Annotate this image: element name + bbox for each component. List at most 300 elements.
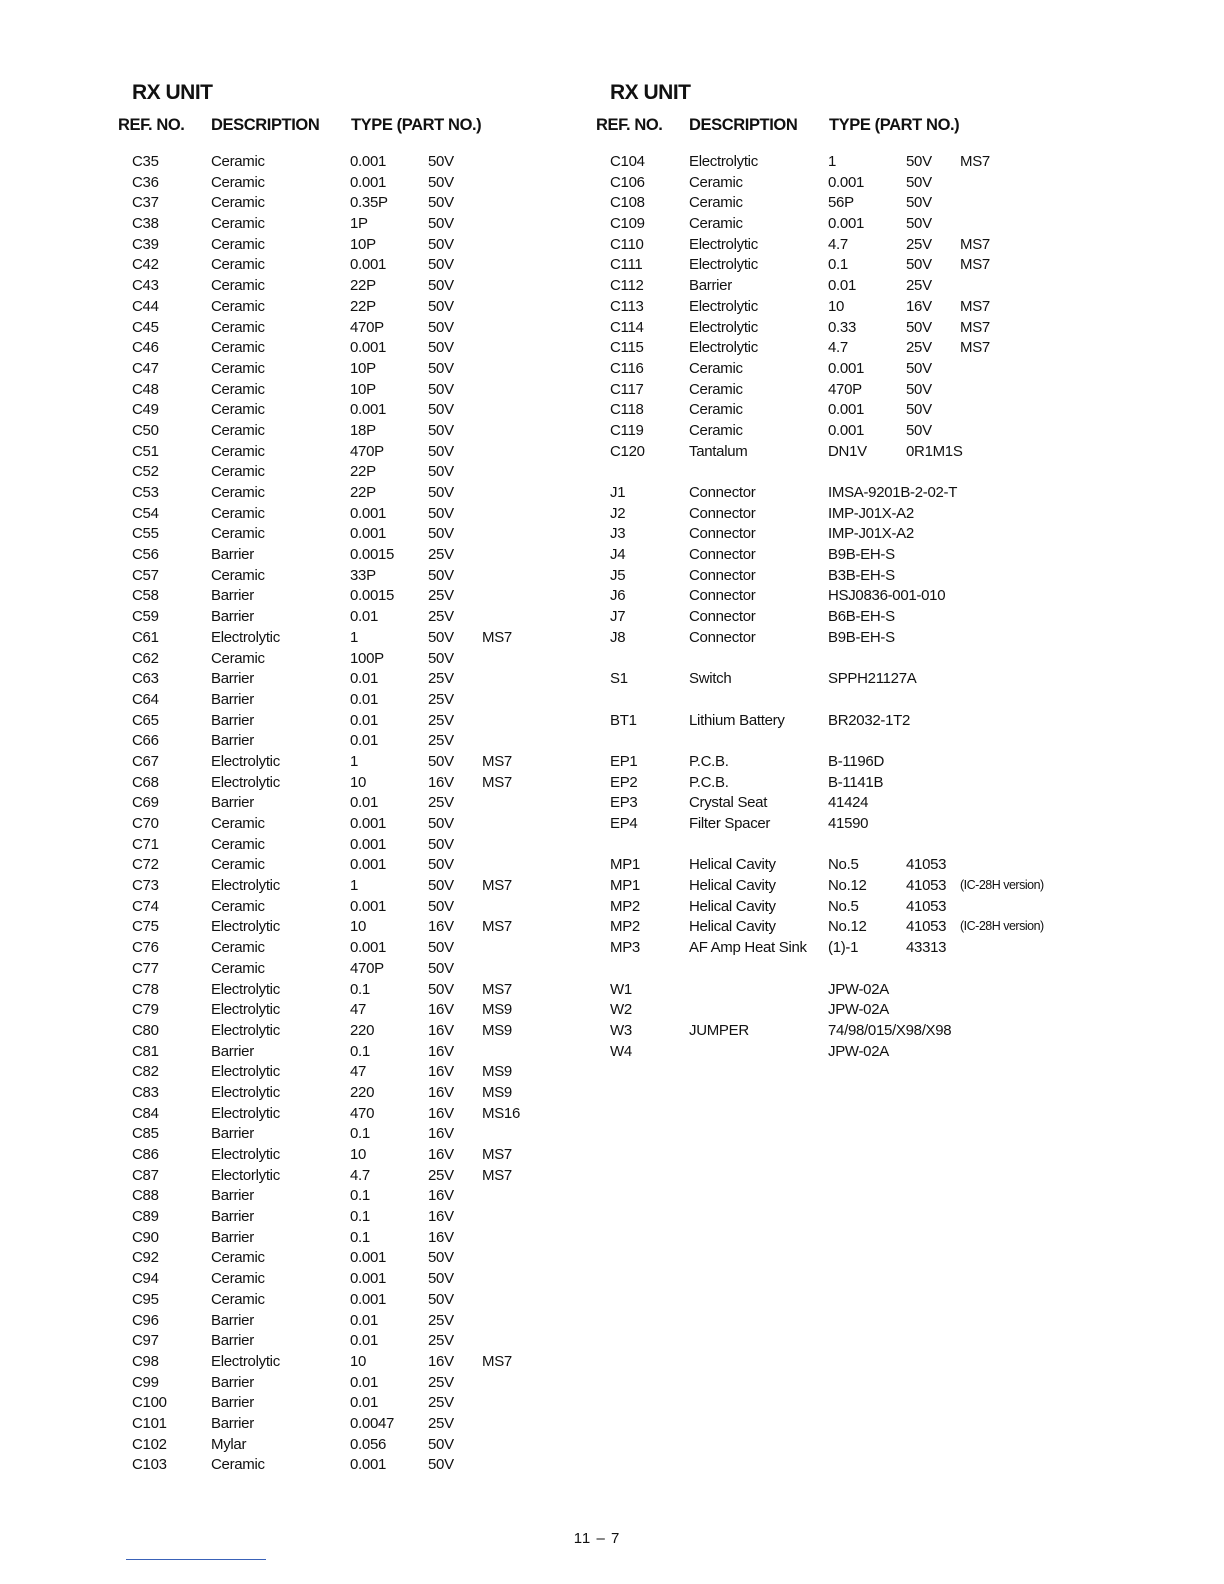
table-row: [118, 1291, 578, 1312]
table-row: [118, 1374, 578, 1395]
cell-description: Electrolytic: [211, 752, 280, 770]
table-row: [596, 712, 1066, 733]
cell-description: Barrier: [211, 732, 254, 750]
cell-rating: 16V: [428, 1208, 454, 1226]
cell-note: MS7: [482, 1166, 512, 1184]
table-row: [596, 339, 1066, 360]
cell-rating: 50V: [428, 235, 454, 253]
cell-value: 0.1: [828, 256, 848, 274]
table-row: [118, 1456, 578, 1477]
cell-ref-no: C120: [610, 442, 645, 460]
cell-rating: 16V: [428, 773, 454, 791]
cell-ref-no: C101: [132, 1414, 167, 1432]
cell-ref-no: C71: [132, 835, 159, 853]
cell-value: 0.001: [828, 359, 865, 377]
table-row: [596, 918, 1066, 939]
cell-note: MS9: [482, 1021, 512, 1039]
cell-description: JUMPER: [689, 1021, 749, 1039]
cell-rating: 25V: [906, 339, 932, 357]
cell-note: MS7: [960, 153, 990, 170]
cell-ref-no: C42: [132, 256, 159, 274]
cell-description: Ceramic: [211, 401, 265, 419]
cell-value: 0.001: [350, 897, 387, 915]
table-row: [118, 1187, 578, 1208]
cell-ref-no: MP1: [610, 856, 640, 874]
table-row: [118, 670, 578, 691]
table-row: [118, 836, 578, 857]
table-row: [596, 319, 1066, 340]
cell-ref-no: C35: [132, 153, 159, 170]
table-row: [596, 877, 1066, 898]
page-number: 11 – 7: [573, 1530, 621, 1547]
cell-ref-no: J2: [610, 504, 626, 522]
cell-value: No.12: [828, 918, 867, 936]
cell-rating: 50V: [906, 318, 932, 336]
cell-value: (1)-1: [828, 939, 859, 957]
cell-rating: 50V: [428, 442, 454, 460]
cell-value: 470P: [350, 959, 384, 977]
cell-description: Mylar: [211, 1435, 247, 1453]
table-header: [118, 116, 578, 140]
cell-note: MS7: [960, 318, 990, 336]
cell-note: MS7: [482, 752, 512, 770]
cell-description: Barrier: [211, 1373, 254, 1391]
cell-value: 1: [350, 628, 359, 646]
cell-note: (IC-28H version): [960, 919, 1044, 934]
cell-rating: 50V: [428, 484, 454, 501]
cell-ref-no: MP3: [610, 939, 640, 957]
cell-description: Electrolytic: [211, 1063, 280, 1081]
cell-ref-no: C79: [132, 1001, 159, 1019]
cell-value: B-1196D: [828, 752, 884, 770]
cell-ref-no: C64: [132, 690, 159, 708]
cell-value: 10P: [350, 380, 376, 398]
cell-ref-no: C100: [132, 1394, 167, 1412]
cell-description: Electrolytic: [689, 339, 758, 357]
cell-ref-no: C88: [132, 1187, 159, 1205]
cell-ref-no: C82: [132, 1063, 159, 1081]
cell-description: Electrolytic: [211, 773, 280, 791]
cell-value: 470P: [350, 318, 384, 336]
cell-ref-no: C59: [132, 608, 159, 626]
header-ref-no: REF. NO.: [596, 116, 663, 134]
cell-ref-no: W4: [610, 1042, 632, 1060]
cell-rating: 50V: [428, 980, 454, 998]
cell-rating: 50V: [428, 1456, 454, 1474]
table-row: [118, 918, 578, 939]
table-row: [118, 236, 578, 257]
table-row: [596, 174, 1066, 195]
table-row: [118, 712, 578, 733]
cell-rating: 16V: [428, 1001, 454, 1019]
row-spacer: [596, 960, 1066, 981]
cell-ref-no: C77: [132, 959, 159, 977]
table-row: [118, 1001, 578, 1022]
cell-rating: 50V: [428, 277, 454, 295]
cell-rating: 25V: [428, 1414, 454, 1432]
cell-value: B3B-EH-S: [828, 566, 895, 584]
table-body: [118, 153, 578, 1477]
cell-ref-no: MP2: [610, 918, 640, 936]
cell-rating: 43313: [906, 939, 947, 957]
cell-description: Barrier: [211, 1394, 254, 1412]
cell-value: 0.001: [350, 339, 387, 357]
table-row: [118, 401, 578, 422]
cell-description: Barrier: [211, 608, 254, 626]
cell-note: MS9: [482, 1001, 512, 1019]
cell-description: Electrolytic: [211, 1146, 280, 1163]
cell-value: 0.1: [350, 1208, 370, 1226]
cell-description: Ceramic: [689, 215, 743, 233]
cell-description: Helical Cavity: [689, 856, 776, 874]
cell-rating: 0R1M1S: [906, 442, 963, 460]
cell-ref-no: EP1: [610, 752, 638, 770]
cell-description: Ceramic: [689, 421, 743, 439]
cell-description: Barrier: [211, 1228, 254, 1246]
cell-description: Electorlytic: [211, 1166, 280, 1184]
table-row: [596, 215, 1066, 236]
row-spacer: [596, 463, 1066, 484]
cell-rating: 16V: [428, 1083, 454, 1101]
cell-description: P.C.B.: [689, 773, 729, 791]
cell-ref-no: C37: [132, 194, 159, 212]
cell-value: 4.7: [828, 339, 848, 357]
cell-rating: 25V: [428, 546, 454, 564]
cell-description: Ceramic: [211, 566, 265, 584]
table-row: [596, 256, 1066, 277]
cell-ref-no: C73: [132, 877, 159, 895]
cell-value: 0.001: [828, 215, 865, 233]
cell-value: 470P: [828, 380, 862, 398]
cell-ref-no: C52: [132, 463, 159, 481]
table-row: [596, 236, 1066, 257]
cell-description: Barrier: [211, 546, 254, 564]
cell-value: 1: [350, 877, 359, 895]
cell-rating: 50V: [428, 752, 454, 770]
cell-rating: 16V: [428, 1187, 454, 1205]
cell-description: Ceramic: [211, 173, 265, 191]
cell-rating: 50V: [428, 835, 454, 853]
cell-value: 0.001: [828, 421, 865, 439]
cell-ref-no: C43: [132, 277, 159, 295]
cell-ref-no: W1: [610, 980, 632, 998]
table-row: [596, 1022, 1066, 1043]
cell-rating: 16V: [428, 1063, 454, 1081]
cell-rating: 16V: [428, 1125, 454, 1143]
cell-description: Electrolytic: [211, 1021, 280, 1039]
cell-value: 0.01: [350, 1332, 378, 1350]
cell-description: Ceramic: [211, 235, 265, 253]
cell-value: 0.01: [350, 794, 378, 812]
cell-value: 0.001: [350, 1456, 387, 1474]
table-row: [118, 856, 578, 877]
cell-description: Ceramic: [211, 339, 265, 357]
cell-description: Connector: [689, 587, 756, 605]
cell-value: IMP-J01X-A2: [828, 525, 914, 543]
table-row: [118, 1394, 578, 1415]
cell-description: Ceramic: [211, 359, 265, 377]
cell-value: 0.01: [350, 670, 378, 688]
table-row: [118, 1249, 578, 1270]
table-row: [118, 1208, 578, 1229]
cell-rating: 25V: [428, 587, 454, 605]
cell-ref-no: C50: [132, 421, 159, 439]
cell-value: 0.001: [350, 1270, 387, 1288]
table-row: [118, 1105, 578, 1126]
cell-ref-no: C112: [610, 277, 644, 295]
cell-ref-no: C89: [132, 1208, 159, 1226]
table-row: [118, 277, 578, 298]
cell-value: 0.001: [350, 256, 387, 274]
cell-description: Ceramic: [211, 153, 265, 170]
cell-rating: 16V: [428, 1146, 454, 1163]
row-spacer: [596, 691, 1066, 712]
cell-value: DN1V: [828, 442, 867, 460]
cell-note: MS7: [960, 339, 990, 357]
cell-ref-no: C53: [132, 484, 159, 501]
cell-description: Ceramic: [211, 1456, 265, 1474]
table-row: [118, 1084, 578, 1105]
cell-description: P.C.B.: [689, 752, 729, 770]
cell-rating: 50V: [906, 359, 932, 377]
cell-value: 0.001: [350, 401, 387, 419]
table-row: [118, 1167, 578, 1188]
cell-rating: 50V: [428, 173, 454, 191]
cell-description: Electrolytic: [211, 1083, 280, 1101]
cell-ref-no: C106: [610, 173, 645, 191]
cell-value: No.5: [828, 856, 859, 874]
cell-description: Ceramic: [211, 256, 265, 274]
cell-rating: 50V: [428, 1249, 454, 1267]
table-row: [596, 298, 1066, 319]
cell-ref-no: J6: [610, 587, 626, 605]
header-type-part-no: TYPE (PART NO.): [829, 116, 960, 134]
cell-rating: 50V: [428, 421, 454, 439]
cell-description: Ceramic: [689, 173, 743, 191]
cell-value: 41590: [828, 815, 869, 832]
cell-rating: 50V: [428, 194, 454, 212]
table-row: [118, 587, 578, 608]
cell-note: MS7: [482, 773, 512, 791]
cell-value: 0.001: [350, 1290, 387, 1308]
cell-ref-no: C108: [610, 194, 645, 212]
cell-ref-no: C72: [132, 856, 159, 874]
cell-value: 0.01: [350, 608, 378, 626]
table-row: [118, 567, 578, 588]
table-row: [118, 339, 578, 360]
cell-value: 10: [350, 1146, 367, 1163]
cell-value: 0.001: [350, 835, 387, 853]
cell-ref-no: C98: [132, 1352, 159, 1370]
table-row: [118, 1043, 578, 1064]
cell-note: MS7: [960, 235, 990, 253]
cell-value: 470: [350, 1104, 375, 1122]
cell-value: 0.01: [350, 1394, 378, 1412]
cell-value: 0.1: [350, 1042, 370, 1060]
table-row: [118, 319, 578, 340]
cell-ref-no: C94: [132, 1270, 159, 1288]
cell-description: Connector: [689, 525, 756, 543]
cell-note: MS7: [482, 918, 512, 936]
cell-description: Electrolytic: [689, 297, 758, 315]
cell-description: Electrolytic: [211, 628, 280, 646]
cell-ref-no: MP1: [610, 877, 640, 895]
cell-rating: 16V: [428, 1042, 454, 1060]
cell-description: Ceramic: [211, 215, 265, 233]
cell-rating: 25V: [428, 1166, 454, 1184]
cell-ref-no: C75: [132, 918, 159, 936]
cell-ref-no: J8: [610, 628, 626, 646]
cell-ref-no: C61: [132, 628, 159, 646]
cell-rating: 25V: [428, 732, 454, 750]
cell-description: Electrolytic: [211, 1001, 280, 1019]
cell-value: 0.01: [350, 1311, 378, 1329]
cell-value: 0.1: [350, 980, 370, 998]
table-row: [596, 153, 1066, 174]
cell-ref-no: C113: [610, 297, 644, 315]
cell-ref-no: C56: [132, 546, 159, 564]
cell-value: 0.001: [350, 173, 387, 191]
cell-description: Barrier: [689, 277, 732, 295]
cell-value: No.12: [828, 877, 867, 895]
table-row: [118, 774, 578, 795]
table-row: [596, 794, 1066, 815]
table-row: [118, 381, 578, 402]
cell-rating: 25V: [906, 235, 932, 253]
cell-value: 0.001: [350, 504, 387, 522]
cell-ref-no: W3: [610, 1021, 632, 1039]
cell-rating: 50V: [428, 339, 454, 357]
cell-description: Electrolytic: [211, 1104, 280, 1122]
cell-value: 0.01: [350, 711, 378, 729]
cell-rating: 50V: [428, 153, 454, 170]
cell-ref-no: C99: [132, 1373, 159, 1391]
cell-description: Electrolytic: [211, 1352, 280, 1370]
cell-ref-no: C46: [132, 339, 159, 357]
cell-ref-no: C109: [610, 215, 645, 233]
cell-rating: 50V: [428, 525, 454, 543]
cell-description: Ceramic: [211, 194, 265, 212]
cell-description: Barrier: [211, 1311, 254, 1329]
table-row: [118, 1022, 578, 1043]
cell-value: BR2032-1T2: [828, 711, 911, 729]
cell-description: Barrier: [211, 1332, 254, 1350]
cell-value: 10P: [350, 359, 376, 377]
cell-ref-no: C119: [610, 421, 644, 439]
cell-value: 47: [350, 1001, 367, 1019]
cell-ref-no: C116: [610, 359, 644, 377]
table-row: [118, 1063, 578, 1084]
table-row: [596, 670, 1066, 691]
cell-value: IMSA-9201B-2-02-T: [828, 484, 958, 501]
cell-ref-no: C57: [132, 566, 159, 584]
cell-rating: 50V: [428, 1290, 454, 1308]
cell-description: Switch: [689, 670, 732, 688]
cell-description: Barrier: [211, 587, 254, 605]
cell-ref-no: C78: [132, 980, 159, 998]
cell-description: Barrier: [211, 1414, 254, 1432]
table-row: [118, 546, 578, 567]
table-row: [118, 1270, 578, 1291]
table-row: [118, 794, 578, 815]
cell-ref-no: C67: [132, 752, 159, 770]
cell-ref-no: C102: [132, 1435, 167, 1453]
cell-description: Ceramic: [689, 194, 743, 212]
cell-ref-no: S1: [610, 670, 628, 688]
cell-ref-no: J4: [610, 546, 626, 564]
cell-ref-no: C58: [132, 587, 159, 605]
cell-value: 10P: [350, 235, 376, 253]
cell-value: 0.056: [350, 1435, 387, 1453]
table-row: [596, 567, 1066, 588]
cell-value: 0.1: [350, 1228, 370, 1246]
cell-value: IMP-J01X-A2: [828, 504, 914, 522]
table-row: [118, 1125, 578, 1146]
left-parts-table: [118, 78, 578, 1477]
cell-ref-no: C47: [132, 359, 159, 377]
cell-value: 0.001: [350, 1249, 387, 1267]
cell-rating: 50V: [428, 897, 454, 915]
cell-value: 100P: [350, 649, 384, 667]
cell-value: 10: [350, 773, 367, 791]
cell-value: B6B-EH-S: [828, 608, 895, 626]
cell-description: Barrier: [211, 794, 254, 812]
cell-description: Connector: [689, 546, 756, 564]
cell-value: 18P: [350, 421, 376, 439]
cell-ref-no: C104: [610, 153, 645, 170]
cell-rating: 50V: [428, 318, 454, 336]
cell-rating: 16V: [906, 297, 932, 315]
cell-description: Barrier: [211, 670, 254, 688]
cell-note: MS7: [482, 980, 512, 998]
cell-description: Ceramic: [211, 504, 265, 522]
cell-description: Ceramic: [211, 484, 265, 501]
cell-ref-no: C62: [132, 649, 159, 667]
cell-description: Ceramic: [211, 277, 265, 295]
cell-value: 47: [350, 1063, 367, 1081]
cell-description: Ceramic: [211, 463, 265, 481]
cell-description: Barrier: [211, 690, 254, 708]
cell-description: Barrier: [211, 711, 254, 729]
cell-value: 4.7: [828, 235, 848, 253]
cell-ref-no: C84: [132, 1104, 159, 1122]
cell-rating: 50V: [428, 504, 454, 522]
cell-ref-no: C36: [132, 173, 159, 191]
cell-value: 0.001: [350, 153, 387, 170]
table-row: [118, 629, 578, 650]
cell-ref-no: C49: [132, 401, 159, 419]
cell-ref-no: C44: [132, 297, 159, 315]
cell-ref-no: EP4: [610, 815, 638, 832]
table-row: [596, 360, 1066, 381]
cell-ref-no: C115: [610, 339, 644, 357]
cell-value: 33P: [350, 566, 376, 584]
cell-ref-no: C69: [132, 794, 159, 812]
cell-value: 220: [350, 1083, 375, 1101]
cell-ref-no: C92: [132, 1249, 159, 1267]
table-row: [118, 298, 578, 319]
cell-description: Ceramic: [211, 649, 265, 667]
cell-description: Ceramic: [211, 380, 265, 398]
cell-rating: 16V: [428, 1228, 454, 1246]
cell-value: 0.001: [350, 939, 387, 957]
cell-ref-no: C66: [132, 732, 159, 750]
cell-ref-no: C83: [132, 1083, 159, 1101]
cell-rating: 50V: [428, 256, 454, 274]
table-row: [596, 981, 1066, 1002]
cell-note: MS7: [960, 256, 990, 274]
cell-value: 0.01: [350, 732, 378, 750]
